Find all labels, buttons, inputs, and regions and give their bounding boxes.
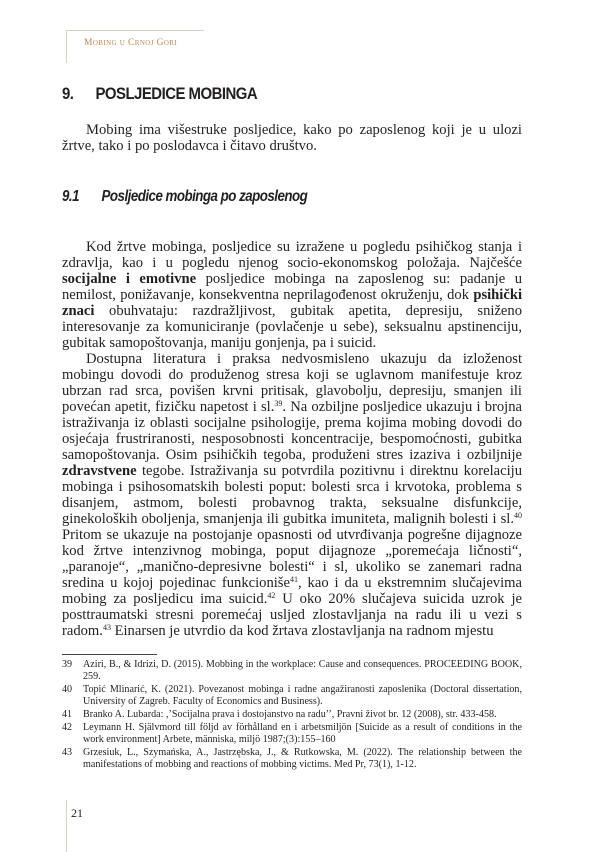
body-paragraph [62,351,522,639]
page-footer [66,800,83,852]
text-segment: posljedice mobinga na zaposlenog su: padanje u nemilost, ponižavanje, konsekventna neprilagođenost okruženju, dok [62,271,522,303]
footnote-ref[interactable]: 41 [289,575,298,584]
footnote [62,747,522,772]
text-segment: Einarsen je utvrdio da kod žrtava zlostavljanja na radnom mjestu [110,623,494,639]
page-number: 21 [71,806,83,820]
bold-text: zdravstvene [62,463,137,479]
text-segment: Pritom se ukazuje na postojanje opasnosti od utvrđivanja pogrešne dijagnoze kod žrtve intenzivnog mobinga, poput dijagnoze „poremećaja ličnosti“, „paranoje“, „manično-depresivne bolesti“ i sl, ukoliko se zanemari radna sredina u kojoj pojedinac funkcioniše [62,527,522,591]
body-paragraph [62,239,522,351]
footnote-divider [62,654,157,655]
text-segment: Kod žrtve mobinga, posljedice su izražene u pogledu psihičkog stanja i zdravlja, kao i u pogledu njenog socio-ekonomskog položaja. Najčešće [62,239,522,271]
footnote-number: 42 [62,721,73,733]
footnote-ref[interactable]: 42 [267,591,276,600]
running-head-text: Mobing u Crnoj Gori [84,38,178,48]
footnote-number: 39 [62,659,73,670]
footnote [62,722,522,747]
text-segment: obuhvataju: razdražljivost, gubitak apetita, depresiju, sniženo interesovanje za komuniciranje (povlačenje u sebe), seksualnu apstinenciju, gubitak samopoštovanja, maniju gonjenja, pa i suicid. [62,303,522,351]
chapter-title: POSLJEDICE MOBINGA [95,84,258,103]
section-heading [62,188,307,206]
chapter-heading [62,84,257,104]
footnote [62,659,522,684]
text-segment: . Na ozbiljne posljedice ukazuju i brojna istraživanja iz oblasti socijalne psihologije, prema kojima mobing dovodi do osjećaja frustriranosti, nesposobnosti koncentracije, bespomoćnosti, gubitka samopoštovanja. Osim psihičkih tegoba, produženi stres izaziva i ozbiljnije [62,399,523,463]
text-segment: Dostupna literatura i praksa nedvosmisleno ukazuju da izloženost mobingu dovodi do produženog stresa koji se uglavnom manifestuje kroz ubrzan rad srca, povišen krvni pritisak, glavobolju, depresiju, smanjen ili povećan apetit, fizičku napetost i sl. [62,351,522,415]
running-head [66,30,204,63]
footnote-text: Grzesiuk, L., Szymańska, A., Jastrzębska, J., & Rutkowska, M. (2022). The relationship between the manifestations of mobbing and reactions of mobbing victims. Med Pr, 73(1), 1-12. [83,747,522,771]
section-number: 9.1 [62,188,79,205]
footnotes [62,659,522,772]
bold-text: psihički znaci [62,287,522,319]
text-segment: tegobe. Istraživanja su potvrdila pozitivnu i direktnu korelaciju mobinga i psihosomatskih bolesti poput: bolesti srca i krvotoka, problema s disanjem, astmom, bolesti probavnog trakta, seksualne disfunkcije, ginekoloških oboljenja, smanjenja ili gubitka imuniteta, malignih bolesti i sl. [62,463,522,527]
body-text [62,239,522,639]
footnote-ref[interactable]: 43 [102,623,111,632]
text-segment: , kao i da u ekstremnim slučajevima mobing za posljedicu ima suicid. [62,575,522,607]
footnote [62,709,522,721]
text-segment: U oko 20% slučajeva suicida uzrok je posttraumatski stresni poremećaj usljed zlostavljanja na radu ili u vezi s radom. [62,591,523,639]
chapter-number: 9. [62,84,74,103]
footnote-number: 41 [62,709,73,721]
intro-paragraph [62,122,522,154]
footnote-ref[interactable]: 39 [274,399,283,408]
footnote-text: Leymann H. Självmord till följd av förhålland en i arbetsmiljön [Suicide as a result of conditions in the work environment] Arbete, människa, miljö 1987;(3):155–160 [83,721,522,746]
footnote [62,684,522,709]
footnote-number: 43 [62,747,73,759]
footnote-text: Topić Mlinarić, K. (2021). Povezanost mobinga i radne angažiranosti zaposlenika (Doctoral dissertation, University of Zagreb. Faculty of Economics and Business). [83,684,522,708]
footnote-ref[interactable]: 40 [514,511,522,520]
bold-text: socijalne i emotivne [62,271,197,287]
intro-text: Mobing ima višestruke posljedice, kako po zaposlenog koji je u ulozi žrtve, tako i po poslodavca i čitavo društvo. [62,122,522,154]
footnote-number: 40 [62,684,73,696]
section-title: Posljedice mobinga po zaposlenog [101,188,308,205]
footnote-text: Branko A. Lubarda: ,’Socijalna prava i dostojanstvo na radu’’, Pravni život br. 12 (2008), str. 433-458. [83,709,497,721]
footnote-text: Aziri, B., & Idrizi, D. (2015). Mobbing in the workplace: Cause and consequences. PROCEEDING BOOK, 259. [83,659,522,683]
